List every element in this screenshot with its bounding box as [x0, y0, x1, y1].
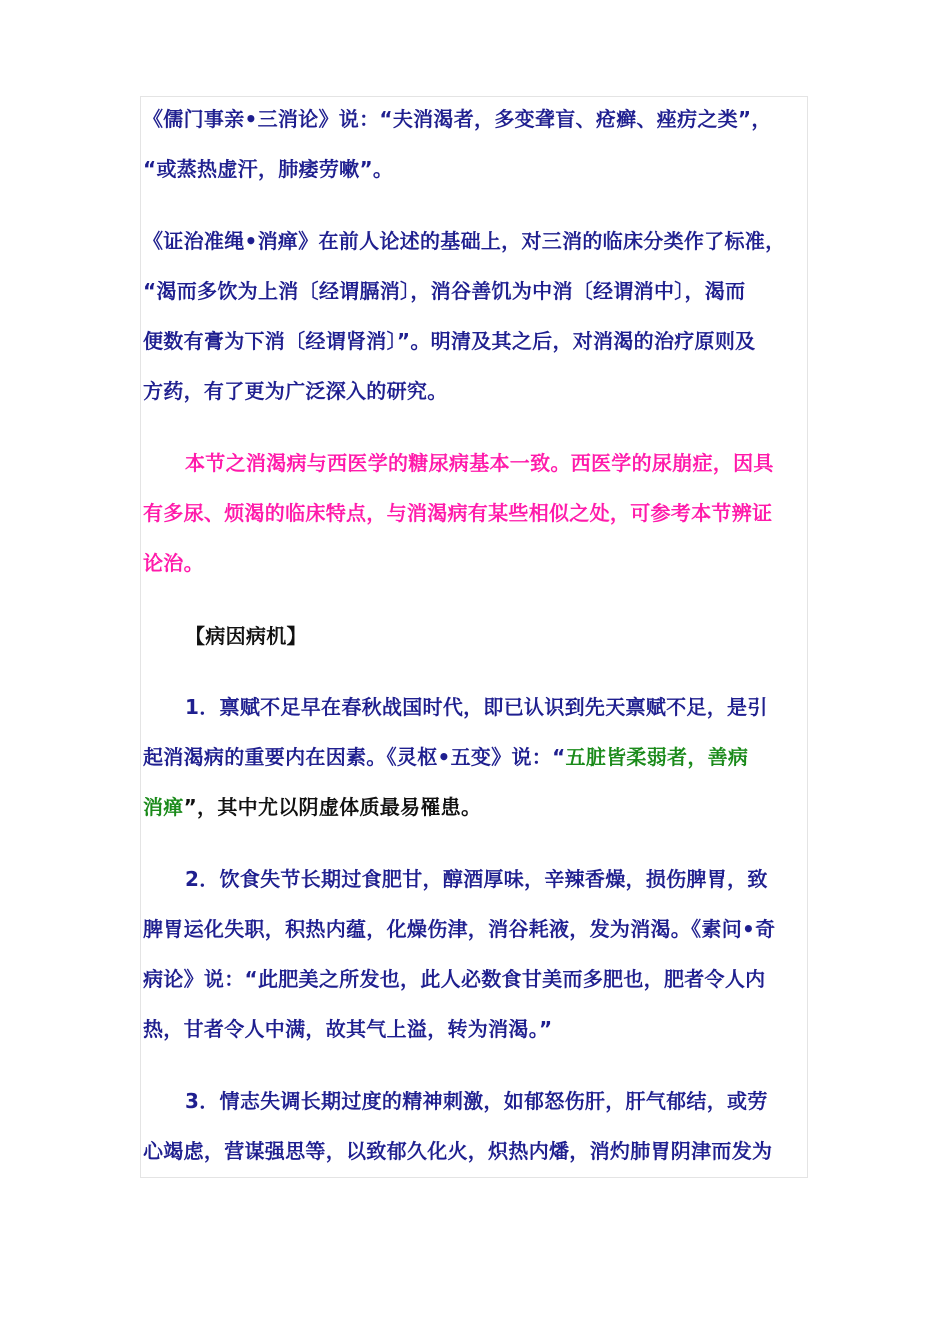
p5-line3: 病论》说：“此肥美之所发也，此人必数食甘美而多肥也，肥者令人内	[143, 967, 766, 991]
p4-line2-text: 起消渴病的重要内在因素。《灵枢•五变》说：“	[143, 745, 566, 769]
p2-line4: 方药，有了更为广泛深入的研究。	[143, 379, 448, 403]
p3-line1: 本节之消渴病与西医学的糖尿病基本一致。西医学的尿崩症，因具	[185, 451, 774, 475]
p4-line1: 1．禀赋不足早在春秋战国时代，即已认识到先天禀赋不足，是引	[185, 695, 768, 719]
p4-quote-part2: 消瘅	[143, 795, 184, 819]
p6-line2: 心竭虑，营谋强思等，以致郁久化火，炽热内燔，消灼肺胃阴津而发为	[143, 1139, 773, 1163]
p6-line1: 3．情志失调长期过度的精神刺激，如郁怒伤肝，肝气郁结，或劳	[185, 1089, 768, 1113]
p5-line2: 脾胃运化失职，积热内蕴，化燥伤津，消谷耗液，发为消渴。《素问•奇	[143, 917, 776, 941]
section-heading: 【病因病机】	[185, 624, 307, 648]
p3-line3: 论治。	[143, 551, 204, 575]
p1-line2: “或蒸热虚汗，肺痿劳嗽”。	[143, 157, 394, 181]
p2-line3: 便数有膏为下消〔经谓肾消〕”。明清及其之后，对消渴的治疗原则及	[143, 329, 756, 353]
p2-line2: “渴而多饮为上消〔经谓膈消〕，消谷善饥为中消〔经谓消中〕，渴而	[143, 279, 746, 303]
p4-line3	[143, 792, 481, 822]
p2-line1: 《证治准绳•消瘅》在前人论述的基础上，对三消的临床分类作了标准，	[143, 229, 786, 253]
p3-line2: 有多尿、烦渴的临床特点，与消渴病有某些相似之处，可参考本节辨证	[143, 501, 773, 525]
p4-quote-part1: 五脏皆柔弱者，善病	[565, 745, 749, 769]
p4-line2	[143, 742, 748, 772]
p5-line4: 热，甘者令人中满，故其气上溢，转为消渴。”	[143, 1017, 553, 1041]
p4-line3-text: ”，其中尤以阴虚体质最易罹患。	[183, 795, 482, 819]
p5-line1: 2．饮食失节长期过食肥甘，醇酒厚味，辛辣香燥，损伤脾胃，致	[185, 867, 768, 891]
p1-line1: 《儒门事亲•三消论》说：“夫消渴者，多变聋盲、疮癣、痤疠之类”，	[143, 107, 772, 131]
